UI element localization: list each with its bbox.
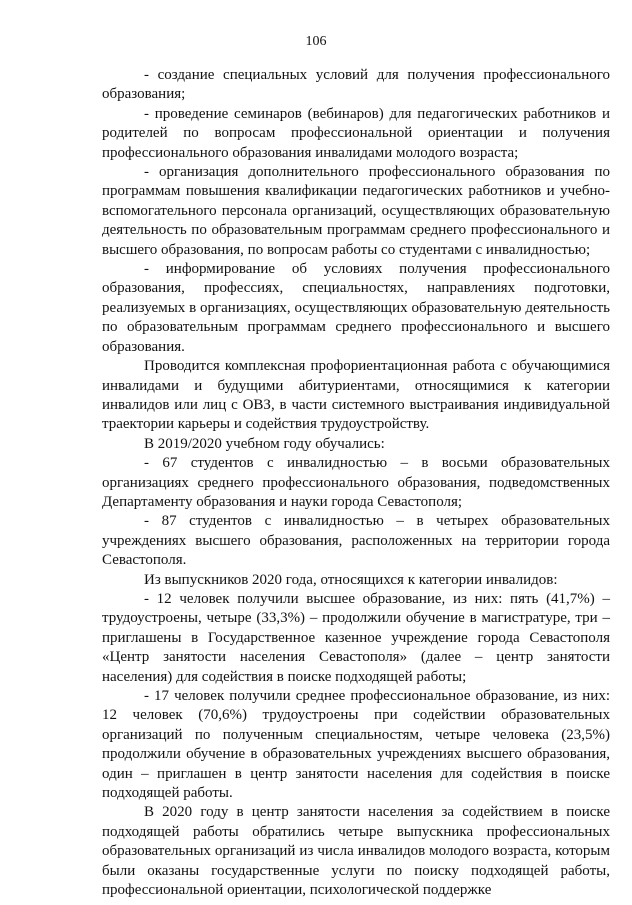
- paragraph: Проводится комплексная профориентационная работа с обучающимися инвалидами и будущими абитуриентами, относящимися к категории инвалидов или лиц с ОВЗ, в части системного выстраивания индивидуальной траектории карьеры и содействия трудоустройству.: [102, 358, 610, 433]
- page-number: 106: [305, 34, 327, 49]
- paragraph: - информирование об условиях получения профессионального образования, профессиях, специальностях, направлениях подготовки, реализуемых в организациях, осуществляющих образовательную деятельность по образовательным программам среднего профессионального и высшего образования.: [102, 261, 610, 355]
- paragraph: - 87 студентов с инвалидностью – в четырех образовательных учреждениях высшего образования, расположенных на территории города Севастополя.: [102, 513, 610, 569]
- paragraph: В 2020 году в центр занятости населения за содействием в поиске подходящей работы обратились четыре выпускника профессиональных образовательных организаций из числа инвалидов молодого возраста, которым были оказаны государственные услуги по поиску подходящей работы, профессиональной ориентации, психологической поддержке: [102, 804, 610, 899]
- paragraph: Из выпускников 2020 года, относящихся к категории инвалидов:: [144, 571, 558, 588]
- body-text: [102, 66, 610, 900]
- paragraph: - организация дополнительного профессионального образования по программам повышения квалификации педагогических работников и учебно-вспомогательного персонала организаций, осуществляющих образовательную деятельность по образовательным программам среднего профессионального и высшего образования, по вопросам работы со студентами с инвалидностью;: [102, 164, 610, 258]
- paragraph: - 17 человек получили среднее профессиональное образование, из них: 12 человек (70,6%) трудоустроены при содействии образовательных организаций по полученным специальностям, четыре человека (23,5%) продолжили обучение в образовательных учреждениях высшего образования, один – приглашен в центр занятости населения для содействия в поиске подходящей работы.: [102, 688, 610, 802]
- paragraph: - 12 человек получили высшее образование, из них: пять (41,7%) – трудоустроены, четыре (33,3%) – продолжили обучение в магистратуре, три – приглашены в Государственное казенное учреждение города Севастополя «Центр занятости населения Севастополя» (далее – центр занятости населения) для содействия в поиске подходящей работы;: [102, 590, 610, 685]
- paragraph: - проведение семинаров (вебинаров) для педагогических работников и родителей по вопросам профессиональной ориентации и получения профессионального образования инвалидами молодого возраста;: [102, 105, 610, 161]
- paragraph: - 67 студентов с инвалидностью – в восьми образовательных организациях среднего профессионального образования, подведомственных Департаменту образования и науки города Севастополя;: [102, 455, 610, 510]
- paragraph: - создание специальных условий для получения профессионального образования;: [102, 67, 610, 103]
- paragraph: В 2019/2020 учебном году обучались:: [144, 435, 385, 452]
